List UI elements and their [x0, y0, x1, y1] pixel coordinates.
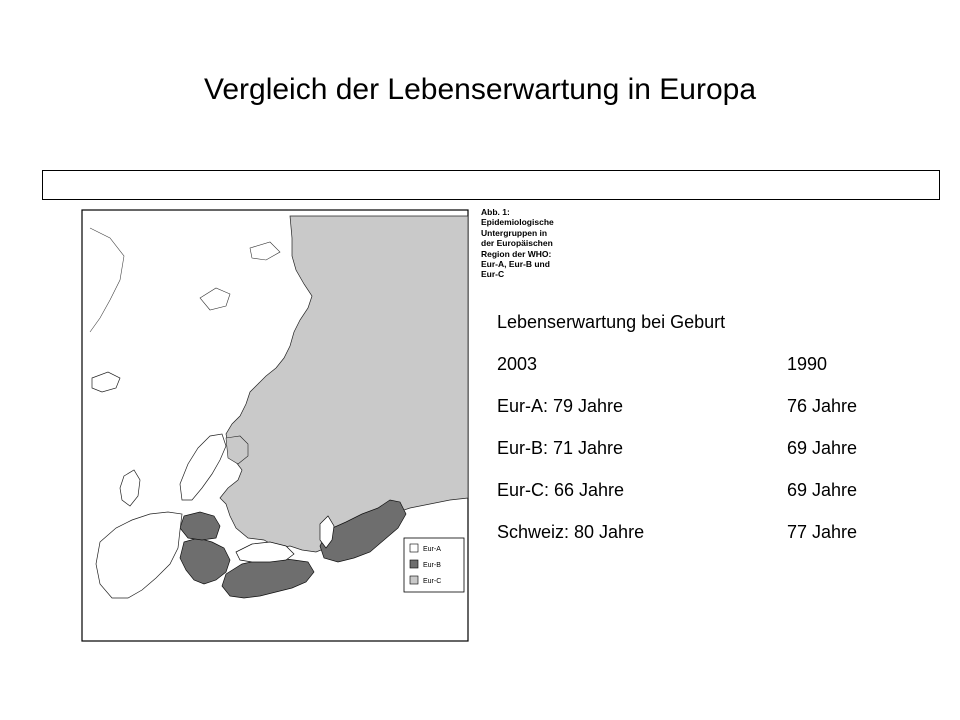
table-row: [497, 433, 917, 463]
legend-label-eur-a: Eur-A: [423, 546, 441, 553]
table-header-row: [497, 349, 917, 379]
legend-label-eur-c: Eur-C: [423, 578, 442, 585]
table-row: [497, 475, 917, 505]
value-2003: Eur-C: 66 Jahre: [497, 480, 625, 500]
value-1990: 76 Jahre: [787, 396, 858, 416]
caption-line: Epidemiologische: [481, 217, 554, 228]
caption-line: Region der WHO:: [481, 248, 552, 259]
page-title: Vergleich der Lebenserwartung in Europa: [203, 73, 757, 106]
year-1990-header: 1990: [787, 354, 828, 374]
caption-line: der Europäischen: [481, 238, 553, 249]
caption-line: Untergruppen in: [481, 227, 548, 238]
table-row: [497, 517, 917, 547]
caption-line: Abb. 1:: [481, 207, 510, 217]
legend-swatch-eur-b: [410, 560, 418, 568]
map-legend: [404, 538, 464, 592]
value-1990: 77 Jahre: [787, 522, 858, 542]
year-2003-header: 2003: [497, 354, 538, 374]
life-expectancy-table: [497, 307, 917, 559]
europe-who-region-map: [80, 208, 470, 643]
figure-caption: [481, 207, 591, 280]
table-row: [497, 391, 917, 421]
legend-swatch-eur-c: [410, 576, 418, 584]
caption-line: Eur-C: [481, 269, 505, 280]
empty-banner-box: [42, 170, 940, 200]
eur-b-poland: [180, 512, 220, 540]
caption-line: Eur-A, Eur-B und: [481, 259, 550, 270]
value-1990: 69 Jahre: [787, 438, 858, 458]
value-1990: 69 Jahre: [787, 480, 858, 500]
value-2003: Eur-A: 79 Jahre: [497, 396, 624, 416]
life-expectancy-heading: Lebenserwartung bei Geburt: [497, 312, 726, 332]
legend-label-eur-b: Eur-B: [423, 562, 441, 569]
value-2003: Schweiz: 80 Jahre: [497, 522, 645, 542]
legend-swatch-eur-a: [410, 544, 418, 552]
value-2003: Eur-B: 71 Jahre: [497, 438, 624, 458]
